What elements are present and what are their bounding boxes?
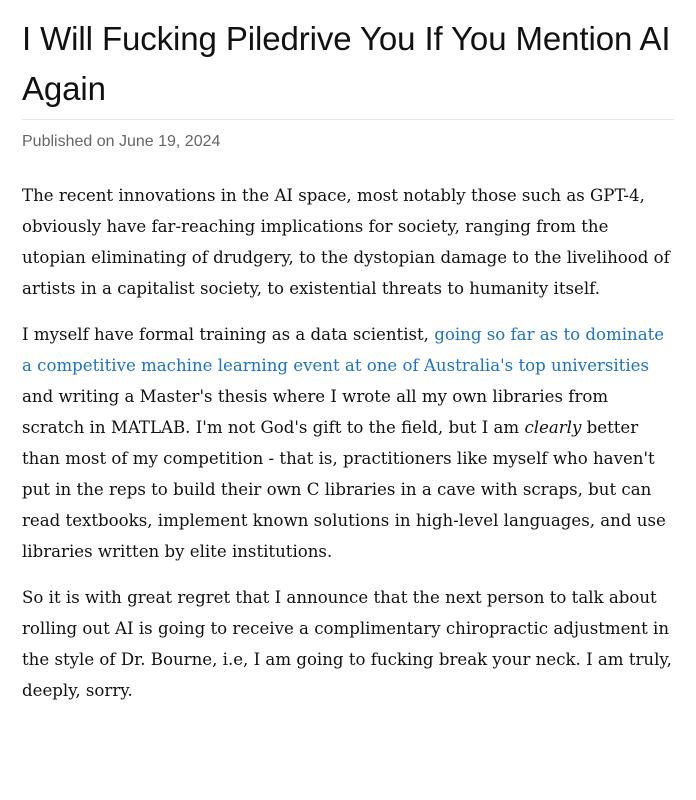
page-title: I Will Fucking Piledrive You If You Mention AI Again xyxy=(22,20,671,107)
article-body xyxy=(22,180,674,706)
paragraph-credentials xyxy=(22,319,674,567)
paragraph-credentials-start: I myself have formal training as a data scientist, xyxy=(22,325,435,344)
emphasis-clearly: clearly xyxy=(524,418,582,437)
paragraph-intro: The recent innovations in the AI space, most notably those such as GPT-4, obviously have far-reaching implications for society, ranging from the utopian eliminating of drudgery, to the dystopian damage to the livelihood of artists in a capitalist society, to existential threats to humanity itself. xyxy=(22,186,670,298)
paragraph-credentials-end: better than most of my competition - that is, practitioners like myself who haven't put in the reps to build their own C libraries in a cave with scraps, but can read textbooks, implement known solutions in high-level languages, and use libraries written by elite institutions. xyxy=(22,418,666,561)
paragraph-credentials-middle: and writing a Master's thesis where I wrote all my own libraries from scratch in MATLAB. I'm not God's gift to the field, but I am xyxy=(22,387,609,437)
published-date: Published on June 19, 2024 xyxy=(22,133,221,150)
title-divider xyxy=(22,119,674,120)
paragraph-announcement: So it is with great regret that I announce that the next person to talk about rolling out AI is going to receive a complimentary chiropractic adjustment in the style of Dr. Bourne, i.e, I am going to fucking break your neck. I am truly, deeply, sorry. xyxy=(22,588,672,700)
competition-link[interactable]: going so far as to dominate a competitive machine learning event at one of Australia's top universities xyxy=(22,325,665,375)
